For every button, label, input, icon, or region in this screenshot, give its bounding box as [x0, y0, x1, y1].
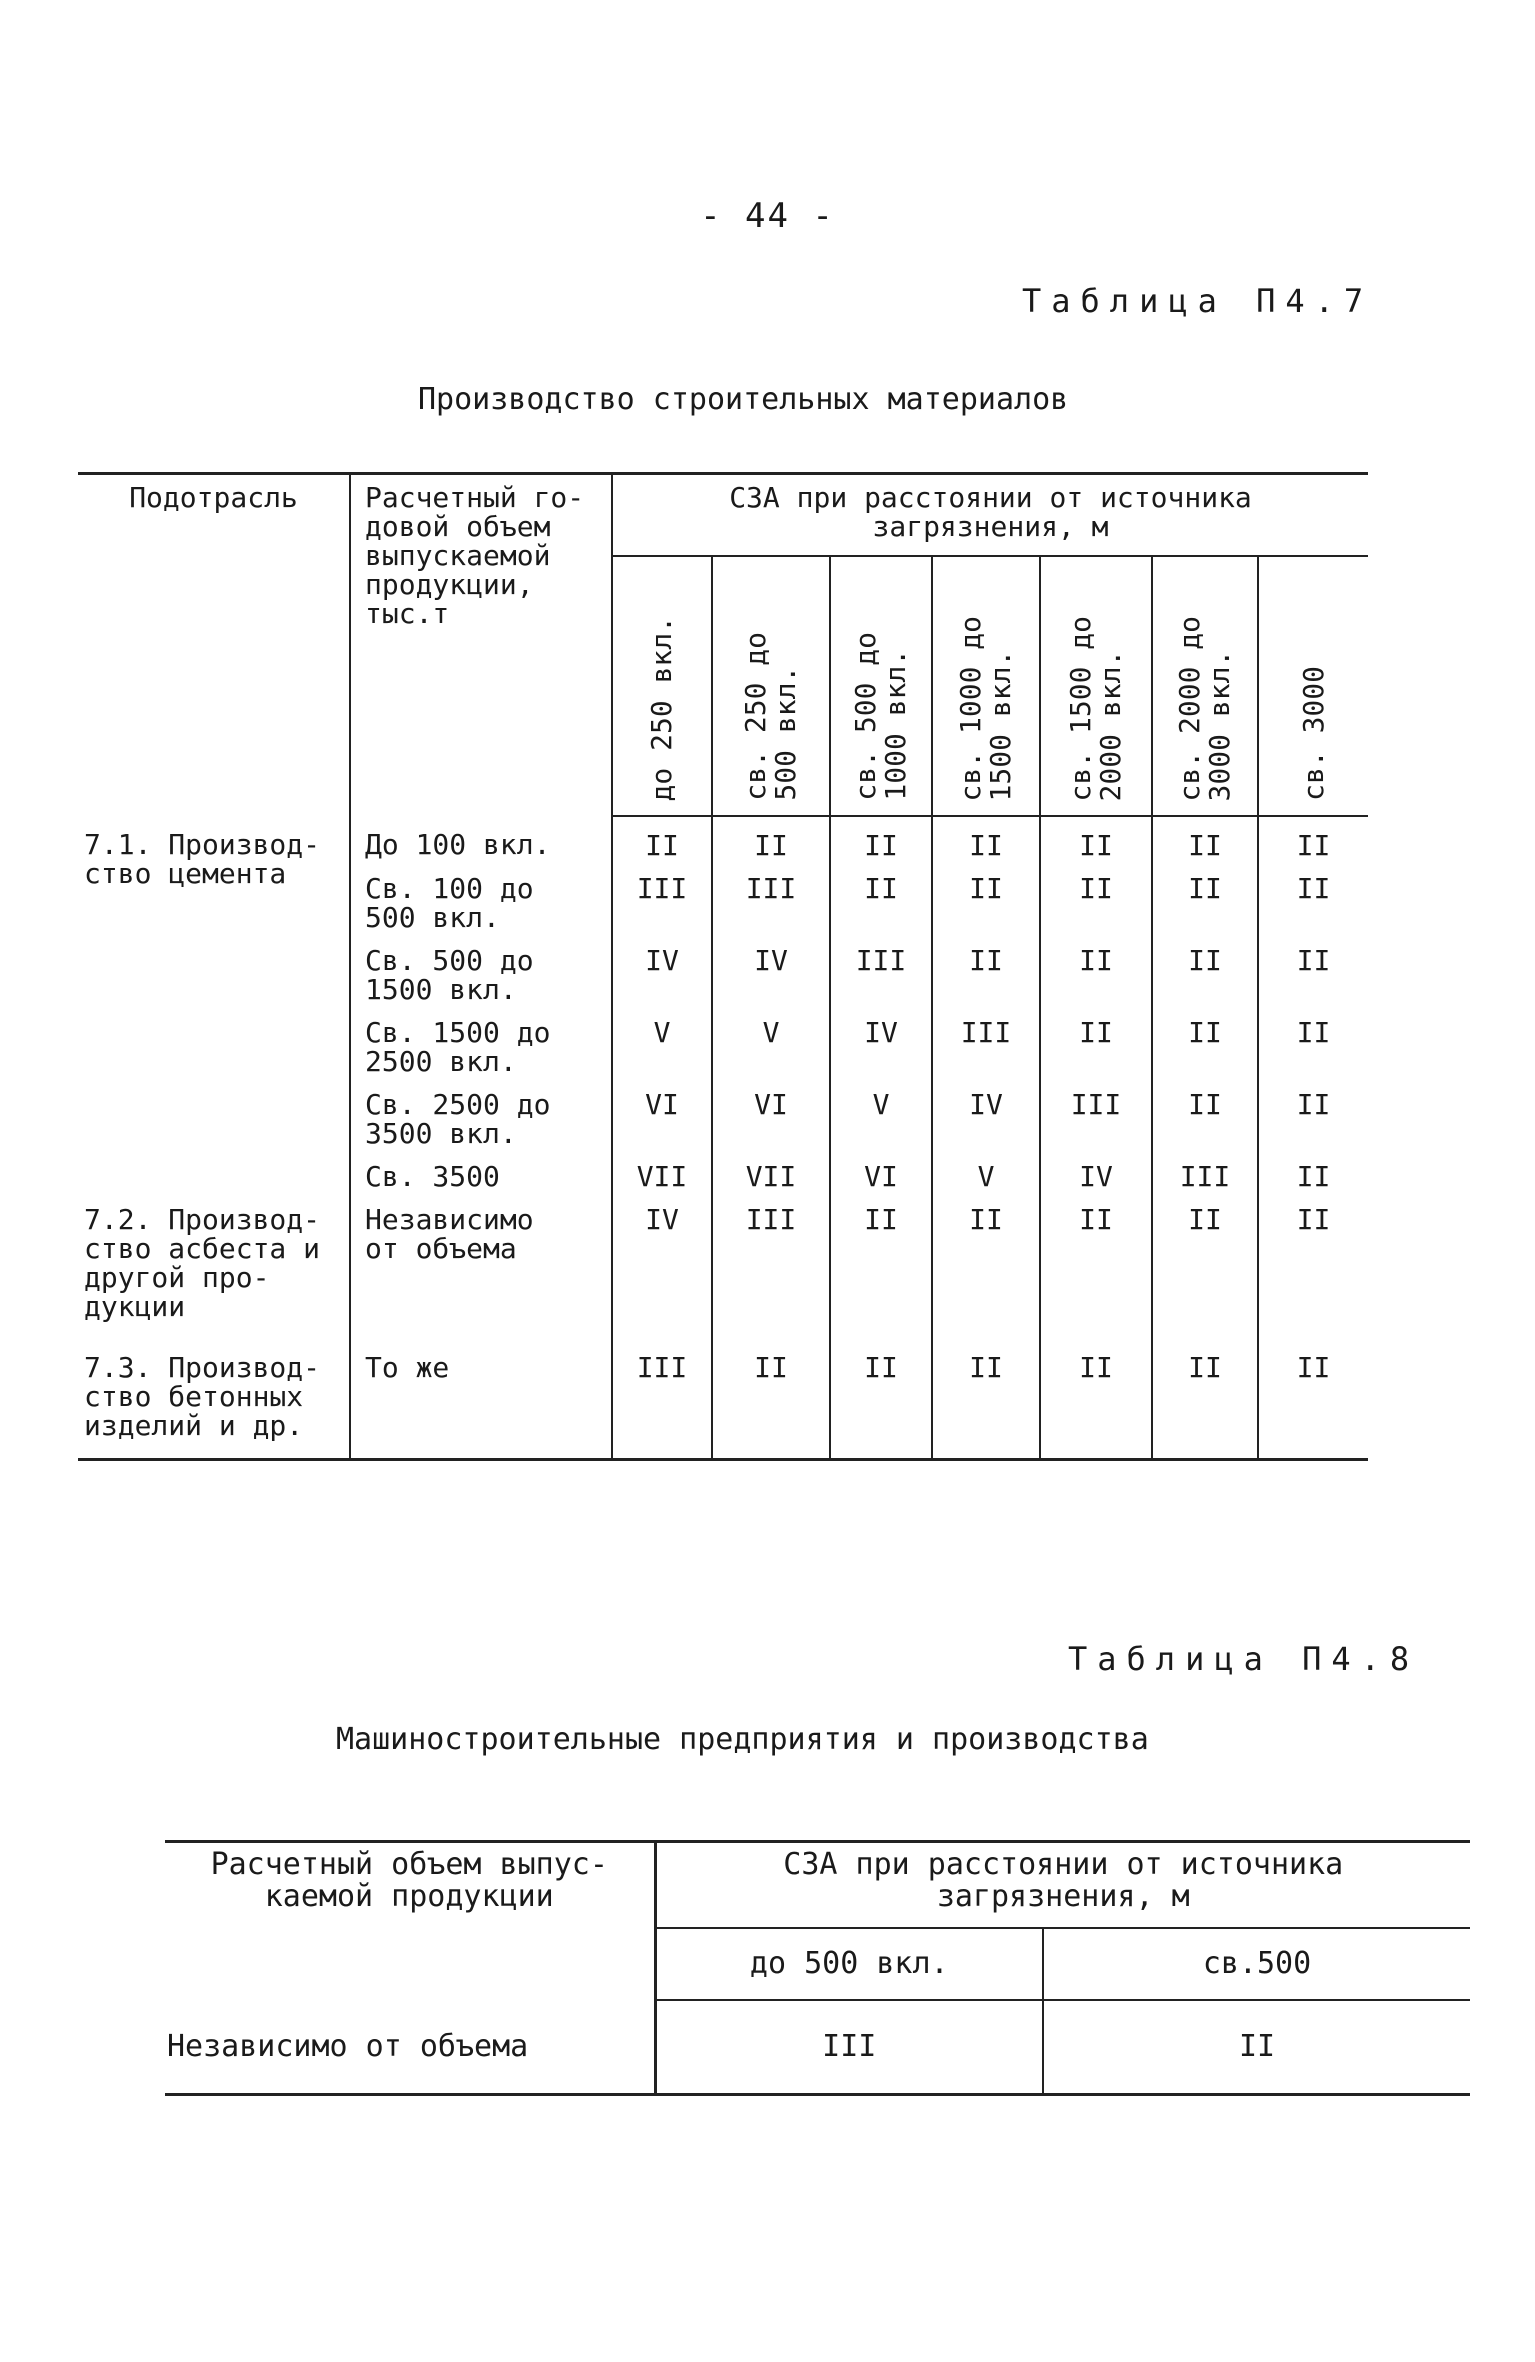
class-cell: III — [1040, 1076, 1152, 1148]
header-distance: св. 1000 до 1500 вкл. — [932, 556, 1040, 816]
class-cell: II — [712, 1339, 830, 1460]
header-distance: св. 250 до 500 вкл. — [712, 556, 830, 816]
table-row — [78, 816, 1368, 860]
class-cell: II — [1258, 1004, 1368, 1076]
class-cell: II — [1040, 1191, 1152, 1339]
class-cell: VI — [612, 1076, 712, 1148]
class-cell: II — [1152, 1004, 1258, 1076]
class-cell: IV — [1040, 1148, 1152, 1191]
volume-cell: До 100 вкл. — [350, 816, 612, 860]
class-cell: II — [1258, 816, 1368, 860]
class-cell: II — [1152, 1076, 1258, 1148]
table-label: Таблица П4.8 — [1068, 1640, 1420, 1678]
class-cell: II — [932, 932, 1040, 1004]
class-cell: III — [612, 860, 712, 932]
class-cell: II — [612, 816, 712, 860]
class-cell: VI — [830, 1148, 932, 1191]
class-cell: II — [1258, 1076, 1368, 1148]
class-cell: II — [1258, 860, 1368, 932]
class-cell: II — [830, 1191, 932, 1339]
class-cell: II — [1258, 1339, 1368, 1460]
class-cell: II — [932, 1339, 1040, 1460]
class-cell: II — [830, 860, 932, 932]
volume-cell: То же — [350, 1339, 612, 1460]
header-distance: св. 1500 до 2000 вкл. — [1040, 556, 1152, 816]
volume-cell: Независимо от объема — [165, 2000, 655, 2095]
class-cell: II — [830, 816, 932, 860]
header-volume: Расчетный объем выпус- каемой продукции — [165, 1842, 655, 2001]
class-cell: IV — [932, 1076, 1040, 1148]
class-cell: II — [1152, 1191, 1258, 1339]
header-sza: СЗА при расстоянии от источника загрязнения, м — [612, 474, 1368, 557]
volume-cell: Независимо от объема — [350, 1191, 612, 1339]
header-distance: св. 500 до 1000 вкл. — [830, 556, 932, 816]
class-cell: III — [1152, 1148, 1258, 1191]
header-distance: до 500 вкл. — [655, 1928, 1043, 2000]
volume-cell: Св. 1500 до 2500 вкл. — [350, 1004, 612, 1076]
table-row — [78, 1191, 1368, 1339]
class-cell: II — [932, 1191, 1040, 1339]
class-cell: II — [712, 816, 830, 860]
table-label: Таблица П4.7 — [1022, 282, 1374, 320]
header-distance: до 250 вкл. — [612, 556, 712, 816]
header-distance: св. 3000 — [1258, 556, 1368, 816]
subsector-cell: 7.3. Производ- ство бетонных изделий и др. — [84, 1351, 321, 1442]
class-cell: V — [612, 1004, 712, 1076]
class-cell: II — [1238, 2029, 1276, 2064]
volume-cell: Св. 2500 до 3500 вкл. — [350, 1076, 612, 1148]
class-cell: II — [1152, 816, 1258, 860]
class-cell: IV — [712, 932, 830, 1004]
class-cell: III — [932, 1004, 1040, 1076]
class-cell: IV — [830, 1004, 932, 1076]
class-cell: II — [932, 816, 1040, 860]
class-cell: II — [1152, 860, 1258, 932]
header-sza: СЗА при расстоянии от источника загрязнения, м — [655, 1842, 1470, 1929]
volume-cell: Св. 100 до 500 вкл. — [350, 860, 612, 932]
class-cell: II — [1040, 1004, 1152, 1076]
header-distance: св.500 — [1043, 1928, 1470, 2000]
class-cell: III — [612, 1339, 712, 1460]
subsector-cell: 7.2. Производ- ство асбеста и другой про- дукции — [84, 1203, 321, 1323]
page-number: - 44 - — [700, 196, 835, 236]
class-cell: II — [1040, 932, 1152, 1004]
table-title: Производство строительных материалов — [418, 382, 1069, 417]
class-cell: V — [712, 1004, 830, 1076]
class-cell: IV — [612, 1191, 712, 1339]
class-cell: III — [712, 860, 830, 932]
header-volume: Расчетный го- довой объем выпускаемой продукции, тыс.т — [350, 474, 612, 817]
class-cell: III — [712, 1191, 830, 1339]
header-subsector: Подотрасль — [129, 481, 298, 514]
table-title: Машиностроительные предприятия и производства — [336, 1722, 1149, 1757]
class-cell: VII — [712, 1148, 830, 1191]
class-cell: V — [932, 1148, 1040, 1191]
class-cell: II — [1040, 816, 1152, 860]
class-cell: V — [830, 1076, 932, 1148]
header-distance: св. 2000 до 3000 вкл. — [1152, 556, 1258, 816]
class-cell: II — [1258, 1191, 1368, 1339]
class-cell: II — [1040, 1339, 1152, 1460]
class-cell: II — [1152, 932, 1258, 1004]
class-cell: II — [1152, 1339, 1258, 1460]
class-cell: IV — [612, 932, 712, 1004]
table-row — [165, 2000, 1470, 2095]
volume-cell: Св. 500 до 1500 вкл. — [350, 932, 612, 1004]
machine-building-table — [165, 1840, 1470, 2096]
class-cell: VI — [712, 1076, 830, 1148]
class-cell: III — [655, 2000, 1043, 2095]
class-cell: VII — [612, 1148, 712, 1191]
class-cell: II — [932, 860, 1040, 932]
class-cell: II — [830, 1339, 932, 1460]
volume-cell: Св. 3500 — [350, 1148, 612, 1191]
class-cell: II — [1040, 860, 1152, 932]
class-cell: III — [830, 932, 932, 1004]
building-materials-table — [78, 472, 1368, 1461]
class-cell: II — [1258, 1148, 1368, 1191]
table-row — [78, 1339, 1368, 1460]
class-cell: II — [1258, 932, 1368, 1004]
subsector-cell: 7.1. Производ- ство цемента — [84, 828, 321, 890]
